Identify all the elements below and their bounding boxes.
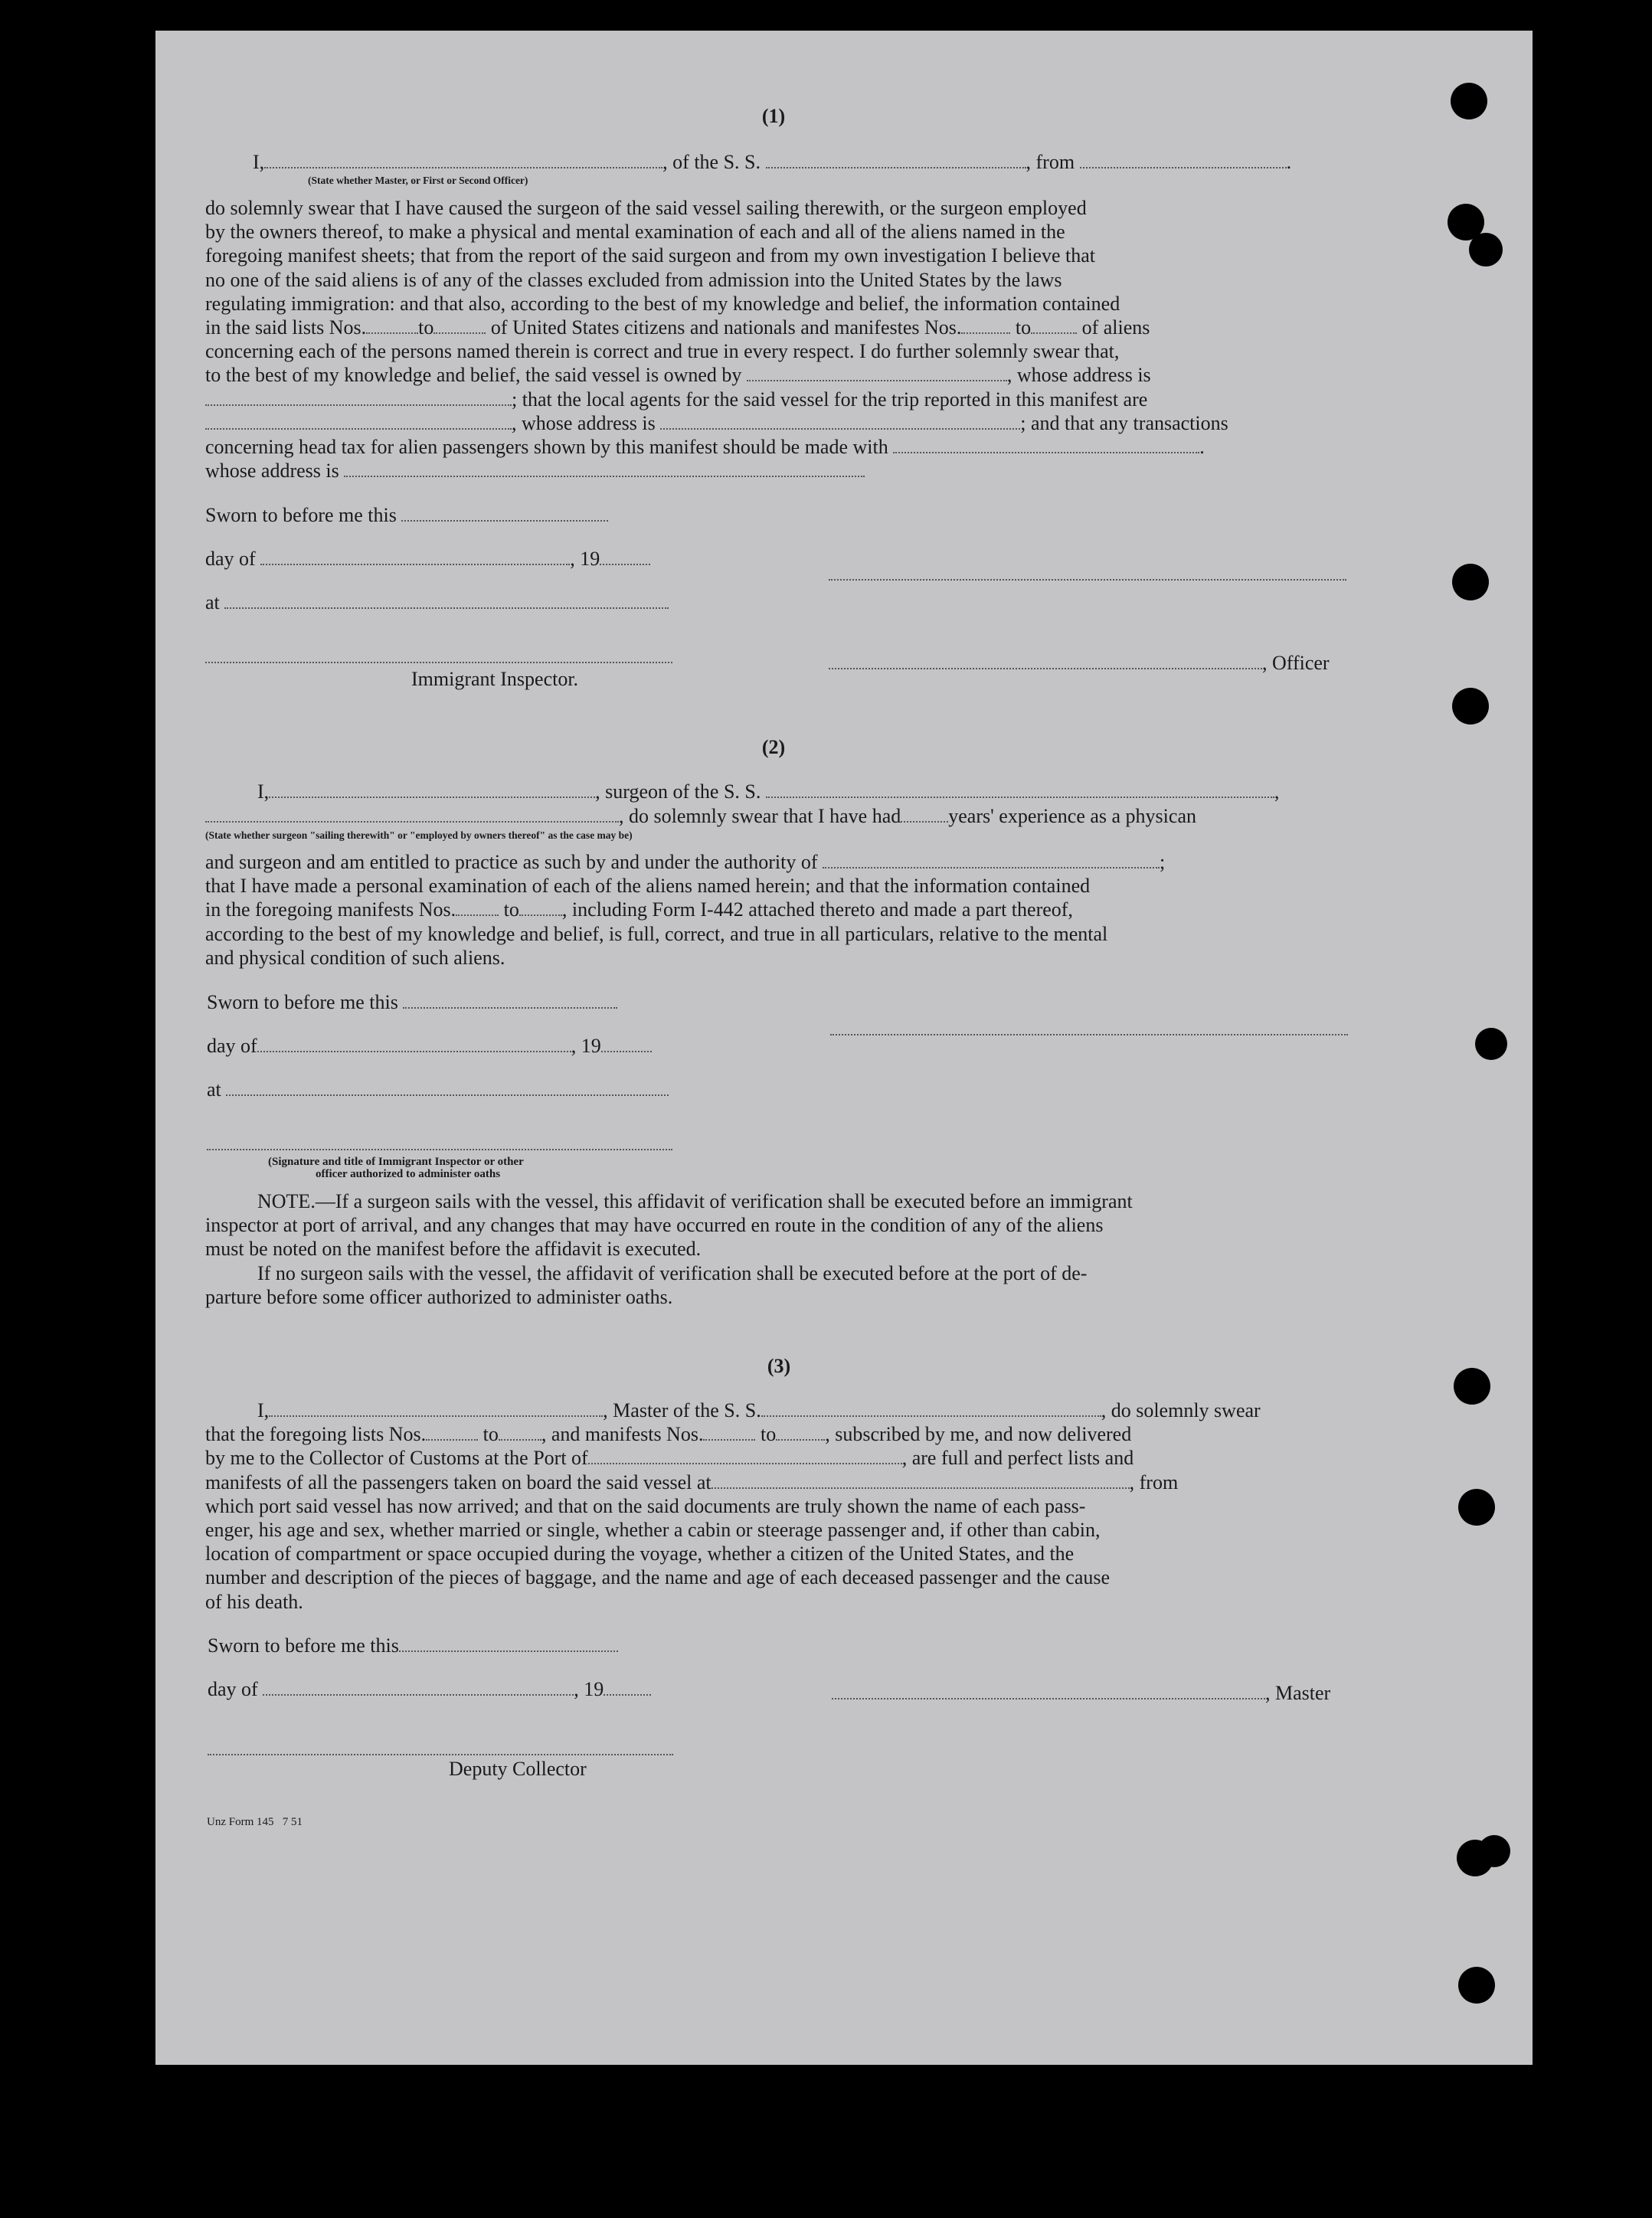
officer-name-field[interactable] [264, 152, 662, 168]
section-number: (2) [761, 736, 786, 758]
owner-field[interactable] [747, 365, 1007, 381]
collector-label: Deputy Collector [449, 1758, 587, 1780]
manifests-to-field[interactable] [1031, 317, 1077, 334]
month-field[interactable] [260, 548, 570, 565]
sworn-line: Sworn to before me this [207, 990, 617, 1014]
sworn-date-field[interactable] [403, 992, 617, 1009]
inspector-signature-line[interactable] [205, 662, 672, 663]
officer-label: , Officer [829, 651, 1330, 675]
master-label: , Master [832, 1681, 1330, 1705]
punch-hole [1454, 1368, 1490, 1405]
head-tax-contact-field[interactable] [893, 437, 1199, 453]
section-number: (1) [761, 105, 786, 127]
head-tax-address-field[interactable] [344, 460, 865, 477]
lists-to-field[interactable] [433, 317, 486, 334]
collector-signature-line[interactable] [208, 1754, 673, 1755]
punch-hole [1458, 1967, 1495, 2004]
lists-from-field[interactable] [366, 317, 418, 334]
lists-from-field[interactable] [426, 1424, 478, 1441]
form-identifier: Unz Form 145 7 51 [207, 1816, 303, 1828]
years-field[interactable] [901, 806, 948, 823]
surgeon-ship-field[interactable] [766, 781, 1274, 798]
at-line: at [207, 1078, 669, 1101]
manifests-from-field[interactable] [456, 899, 499, 916]
sworn-line: Sworn to before me this [205, 503, 608, 527]
punch-hole [1452, 688, 1489, 725]
punch-hole [1452, 564, 1489, 600]
manifests-to-field[interactable] [519, 899, 562, 916]
surgeon-signature-line[interactable] [830, 1034, 1348, 1035]
sworn-date-field[interactable] [401, 505, 608, 522]
owner-address-field[interactable] [205, 389, 512, 406]
master-signature-line[interactable] [829, 579, 1346, 581]
punch-hole [1478, 1835, 1510, 1867]
from-port-field[interactable] [1080, 152, 1287, 168]
month-field[interactable] [263, 1679, 574, 1696]
place-field[interactable] [224, 592, 669, 609]
punch-hole [1451, 83, 1487, 119]
section-number: (3) [767, 1355, 791, 1377]
day-of-line: day of , 19 [207, 1034, 652, 1058]
agents-field[interactable] [205, 413, 512, 430]
sworn-date-field[interactable] [399, 1635, 618, 1652]
note-block: NOTE.—If a surgeon sails with the vessel, this affidavit of verification shall be executed before an immigrant inspector at port of arrival, and any changes that may have occurred en route in the condition of any of the aliens must be noted on the manifest before the affidavit is executed. If no surgeon sails with the vessel, the affidavit of verification shall be executed before at the port of de- parture before some officer authorized to administer oaths. [205, 1190, 1133, 1308]
lists-to-field[interactable] [499, 1424, 541, 1441]
manifests-to-field[interactable] [776, 1424, 825, 1441]
at-line: at [205, 590, 669, 614]
manifests-from-field[interactable] [961, 317, 1010, 334]
authority-field[interactable] [823, 852, 1160, 869]
punch-hole [1469, 233, 1503, 267]
manifests-from-field[interactable] [703, 1424, 755, 1441]
surgeon-oath-body: and surgeon and am entitled to practice as such by and under the authority of ; that I have made a personal examination of each of the aliens named herein; and that the information contained in the foregoing manifests Nos. to , including Form I-442 attached thereto and made a part thereof, according to the best of my knowledge and belief, is full, correct, and true in all particulars, relative to the mental and physical condition of such aliens. [205, 851, 1166, 969]
master-ship-field[interactable] [761, 1400, 1101, 1417]
master-signature-field[interactable] [832, 1683, 1265, 1699]
field-instruction: (State whether Master, or First or Second Officer) [308, 175, 528, 186]
month-field[interactable] [257, 1035, 571, 1052]
signature-instruction: officer authorized to administer oaths [316, 1168, 501, 1180]
inspector-signature-line[interactable] [207, 1149, 672, 1150]
year-field[interactable] [600, 548, 650, 565]
place-field[interactable] [226, 1079, 669, 1096]
day-of-line: day of , 19 [205, 547, 650, 571]
ship-name-field[interactable] [766, 152, 1026, 168]
officer-signature-field[interactable] [829, 653, 1262, 669]
punch-hole [1475, 1028, 1507, 1060]
master-oath-body: I, , Master of the S. S. , do solemnly swear that the foregoing lists Nos. to , and manifests Nos. to , subscribed by me, and now delivered by me to the Collector of Customs at the Port of , are full and perfect lists and manifests of all the passengers taken on board the said vessel at , from which port said vessel has now arrived; and that on the said documents are truly shown the name of each pass- enger, his age and sex, whether married or single, whether a cabin or steerage passenger and, if other than cabin, location of compartment or space occupied during the voyage, whether a citizen of the United States, and the number and description of the pieces of baggage, and the name and age of each deceased passenger and the cause of his death. [205, 1399, 1261, 1613]
inspector-label: Immigrant Inspector. [411, 668, 579, 690]
oath-body: do solemnly swear that I have caused the surgeon of the said vessel sailing therewith, or the surgeon employed by the owners thereof, to make a physical and mental examination of each and all of the aliens named in the foregoing manifest sheets; that from the report of the said surgeon and from my own investigation I believe that no one of the said aliens is of any of the classes excluded from admission into the United States by the laws regulating immigration: and that also, according to the best of my knowledge and belief, the information contained in the said lists Nos. to of United States citizens and nationals and manifestes Nos. to of aliens concerning each of the persons named therein is correct and true in every respect. I do further solemnly swear that, to the best of my knowledge and belief, the said vessel is owned by , whose address is ; that the local agents for the said vessel for the trip reported in this manifest are , whose address is ; and that any transactions concerning head tax for alien passengers shown by this manifest should be made with . whose address is [205, 197, 1228, 483]
sworn-line: Sworn to before me this [208, 1634, 618, 1657]
surgeon-line-2: , do solemnly swear that I have had years' experience as a physican [205, 804, 1196, 828]
signature-instruction: (Signature and title of Immigrant Inspector or other [268, 1156, 524, 1168]
day-of-line: day of , 19 [208, 1677, 651, 1701]
departure-port-field[interactable] [712, 1472, 1130, 1489]
master-name-field[interactable] [269, 1400, 603, 1417]
year-field[interactable] [604, 1679, 651, 1696]
field-instruction: (State whether surgeon "sailing therewith" or "employed by owners thereof" as the case may be) [205, 829, 633, 841]
agents-address-field[interactable] [660, 413, 1020, 430]
surgeon-line: I, , surgeon of the S. S. , [257, 780, 1280, 803]
surgeon-name-field[interactable] [269, 781, 595, 798]
port-field[interactable] [588, 1448, 902, 1464]
oath-line: I, , of the S. S. , from . [253, 151, 1292, 173]
surgeon-status-field[interactable] [205, 806, 619, 823]
year-field[interactable] [601, 1035, 652, 1052]
punch-hole [1458, 1489, 1495, 1526]
